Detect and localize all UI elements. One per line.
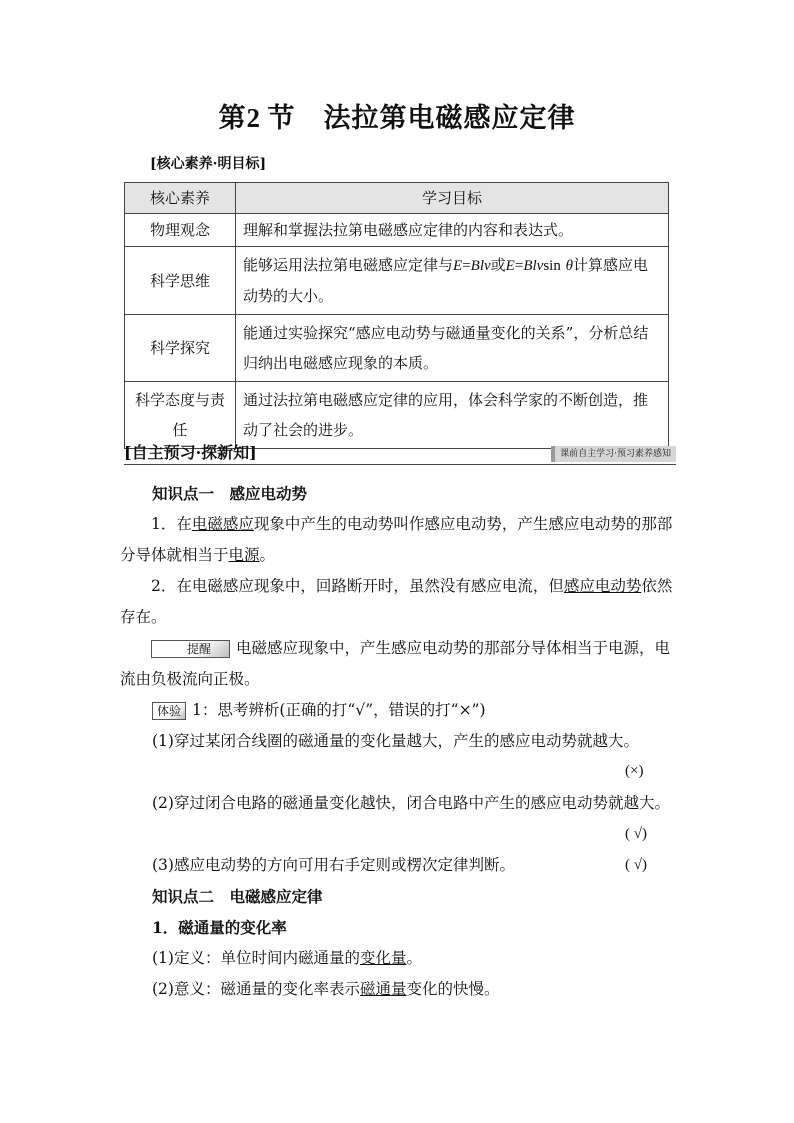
page-title: 第2 节 法拉第电磁感应定律 bbox=[218, 103, 576, 134]
answer-2: ( √) bbox=[625, 826, 647, 842]
row-key: 科学探究 bbox=[125, 315, 236, 382]
answer-3: ( √) bbox=[625, 857, 647, 873]
row-key: 科学态度与责任 bbox=[125, 382, 236, 449]
row-value: 能通过实验探究“感应电动势与磁通量变化的关系”，分析总结归纳出电磁感应现象的本质。 bbox=[236, 315, 669, 382]
core-literacy-tag: [核心素养·明目标] bbox=[150, 156, 267, 172]
experience-intro: 体验 1：思考辨析(正确的打“√”，错误的打“×”) bbox=[152, 695, 676, 726]
question-1: (1)穿过某闭合线圈的磁通量的变化量越大，产生的感应电动势就越大。 bbox=[152, 732, 639, 750]
row-key: 物理观念 bbox=[125, 214, 236, 247]
question-3: (3)感应电动势的方向可用右手定则或楞次定律判断。 bbox=[152, 856, 515, 874]
tip-text: 电磁感应现象中，产生感应电动势的那部分导体相当于电源，电流由负极流向正极。 bbox=[120, 639, 671, 688]
answer-1: (×) bbox=[625, 763, 644, 779]
row-value: 通过法拉第电磁感应定律的应用，体会科学家的不断创造，推动了社会的进步。 bbox=[236, 382, 669, 449]
goals-table bbox=[124, 182, 669, 449]
tip-block bbox=[120, 633, 676, 695]
experience-label: 体验 bbox=[152, 702, 186, 720]
k1-heading: 知识点一 感应电动势 bbox=[152, 484, 308, 503]
section-badge: 课前自主学习·预习素养感知 bbox=[551, 446, 676, 462]
k2-heading: 知识点二 电磁感应定律 bbox=[152, 887, 323, 906]
tip-label: 提醒 bbox=[151, 640, 230, 658]
k2-subheading: 1．磁通量的变化率 bbox=[152, 918, 287, 937]
section-title: [自主预习·探新知] bbox=[124, 443, 257, 462]
table-row bbox=[125, 315, 669, 382]
table-header-goal: 学习目标 bbox=[236, 183, 669, 214]
table-row bbox=[125, 247, 669, 315]
question-2: (2)穿过闭合电路的磁通量变化越快，闭合电路中产生的感应电动势就越大。 bbox=[152, 794, 670, 812]
table-header-core: 核心素养 bbox=[125, 183, 236, 214]
k2-meaning: (2)意义：磁通量的变化率表示磁通量变化的快慢。 bbox=[152, 980, 500, 998]
row-value: 能够运用法拉第电磁感应定律与E=Blv或E=Blvsin θ计算感应电动势的大小。 bbox=[236, 247, 669, 315]
k1-paragraph-2: 2．在电磁感应现象中，回路断开时，虽然没有感应电流，但感应电动势依然存在。 bbox=[120, 577, 673, 626]
k2-definition: (1)定义：单位时间内磁通量的变化量。 bbox=[152, 949, 422, 967]
row-value: 理解和掌握法拉第电磁感应定律的内容和表达式。 bbox=[236, 214, 669, 247]
section-header bbox=[124, 438, 676, 465]
row-key: 科学思维 bbox=[125, 247, 236, 315]
k1-paragraph-1: 1．在电磁感应现象中产生的电动势叫作感应电动势，产生感应电动势的那部分导体就相当于电源。 bbox=[120, 515, 673, 564]
table-row bbox=[125, 214, 669, 247]
